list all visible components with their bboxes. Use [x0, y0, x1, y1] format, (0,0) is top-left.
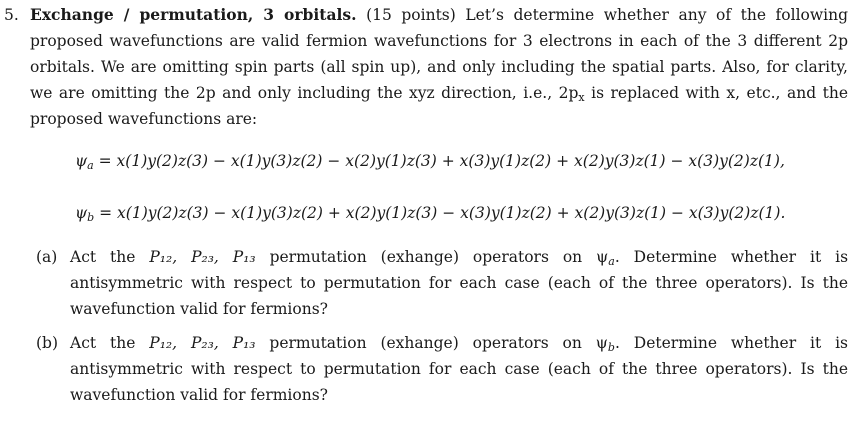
equation-psi-b	[75, 204, 785, 222]
part-a-mid: permutation (exhange) operators on ψ	[255, 248, 609, 266]
part-b-operators: P₁₂, P₂₃, P₁₃	[149, 334, 256, 352]
part-a-post: . Determine whether it is antisymmetric with respect to permutation for each case (each of the three operators). Is the wavefunction valid for fermions?	[70, 248, 849, 318]
part-a-operators: P₁₂, P₂₃, P₁₃	[149, 248, 256, 266]
problem-intro	[30, 2, 848, 132]
equation-psi-a	[75, 152, 785, 170]
part-b-text	[70, 330, 848, 408]
psi-b-expression: = x(1)y(2)z(3) − x(1)y(3)z(2) + x(2)y(1)z(3) − x(3)y(1)z(2) + x(2)y(3)z(1) − x(3)y(2)z(1).	[94, 204, 786, 222]
part-b-pre: Act the	[70, 334, 150, 352]
intro-text: Let’s determine whether any of the following proposed wavefunctions are valid fermion wavefunctions for 3 electrons in each of the 3 different 2p orbitals. We are omitting spin parts (all spin up), and only including the spatial parts. Also, for clarity, we are omitting the 2p and only including the xyz direction, i.e., 2p	[30, 6, 849, 102]
problem-points: (15 points)	[366, 6, 456, 24]
problem-statement	[0, 2, 848, 132]
problem-title: Exchange / permutation, 3 orbitals.	[30, 5, 357, 24]
psi-a-expression: = x(1)y(2)z(3) − x(1)y(3)z(2) − x(2)y(1)z(3) + x(3)y(1)z(2) + x(2)y(3)z(1) − x(3)y(2)z(1),	[93, 152, 785, 170]
part-b-label: (b)	[36, 334, 59, 352]
part-a-text	[70, 244, 848, 322]
part-b	[0, 330, 848, 408]
psi-b-subscript: b	[87, 211, 95, 224]
part-a-subscript: a	[608, 255, 615, 268]
part-b-mid: permutation (exhange) operators on ψ	[255, 334, 608, 352]
part-a	[0, 244, 848, 322]
part-a-pre: Act the	[70, 248, 150, 266]
part-b-post: . Determine whether it is antisymmetric with respect to permutation for each case (each of the three operators). Is the wavefunction valid for fermions?	[70, 334, 849, 404]
intro-end: is replaced with x, etc., and the proposed wavefunctions are:	[30, 84, 848, 128]
psi-a-subscript: a	[87, 159, 94, 172]
part-b-subscript: b	[607, 341, 615, 354]
psi-a-symbol: ψ	[75, 152, 88, 170]
psi-b-symbol: ψ	[75, 204, 88, 222]
part-a-label: (a)	[36, 248, 58, 266]
problem-number: 5.	[4, 6, 19, 24]
intro-subscript: x	[578, 91, 585, 104]
